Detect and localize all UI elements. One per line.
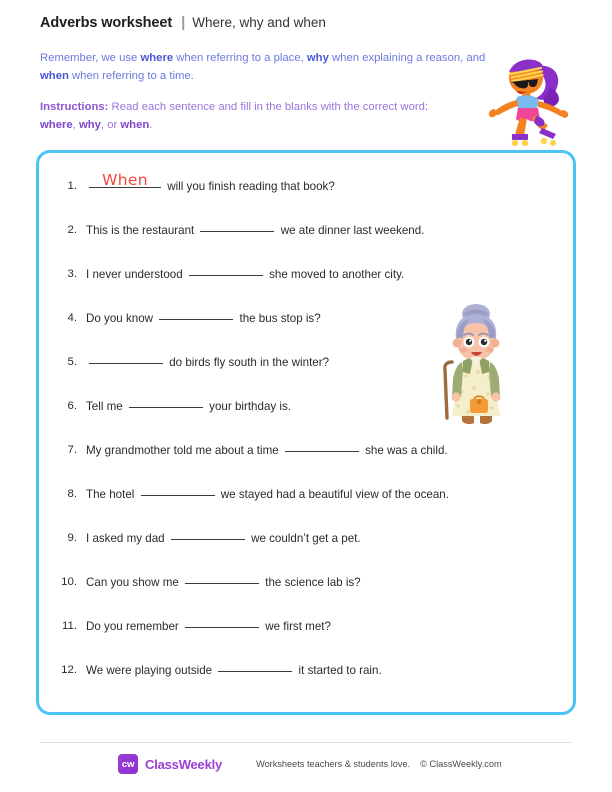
question-after: the science lab is? [262,576,361,589]
question-before: I asked my dad [86,532,168,545]
remember-note [40,50,495,85]
instructions-sep-2: , or [100,118,121,131]
footer-divider [40,742,572,743]
question-after: the bus stop is? [236,312,321,325]
intro-keyword-when: when [40,69,69,82]
question-number: 2. [67,224,77,236]
question-text [86,171,335,194]
question-after: she was a child. [361,444,448,457]
question-before: We were playing outside [86,664,216,677]
question-item [58,310,558,354]
handwritten-answer: When [102,171,148,189]
answer-blank[interactable] [89,171,161,189]
intro-part-3: when explaining a reason, and [328,52,486,64]
question-item [58,662,558,706]
question-after: do birds fly south in the winter? [166,356,330,369]
roller-skating-girl-illustration [486,44,578,148]
question-text [86,354,329,370]
question-item [58,354,558,398]
question-before: My grandmother told me about a time [86,444,282,457]
page-subtitle: Where, why and when [192,15,326,30]
instructions-keyword-when: when [120,118,150,131]
question-text [86,266,404,282]
answer-blank[interactable] [129,407,203,408]
instructions-end: . [149,118,153,131]
question-text [86,662,382,678]
title-row [40,14,500,31]
footer-copyright: © ClassWeekly.com [420,759,502,769]
intro-part-4: when referring to a time. [68,69,194,82]
instructions-part-1: Read each sentence and fill in the blanks with the correct word: [108,101,429,113]
question-number: 3. [67,268,77,280]
question-number: 9. [67,532,77,544]
question-item [58,398,558,442]
question-number: 5. [67,356,77,368]
answer-blank[interactable] [141,495,215,496]
footer-tagline: Worksheets teachers & students love. [256,759,411,769]
question-after: we stayed had a beautiful view of the ocean. [217,488,449,501]
answer-blank[interactable] [185,583,259,584]
question-text [86,618,331,634]
intro-part-1: Remember, we use [40,52,141,64]
page-header [40,14,500,31]
question-item [58,266,558,310]
question-text [86,530,361,546]
answer-blank[interactable] [189,275,263,276]
question-number: 11. [62,620,77,632]
page-title: Adverbs worksheet [40,15,173,31]
question-after: your birthday is. [205,400,292,413]
answer-blank[interactable] [159,319,233,320]
question-item [58,442,558,486]
question-before: This is the restaurant [86,224,198,237]
question-text [86,442,448,458]
answer-blank[interactable] [89,363,163,364]
question-item [58,171,558,222]
instructions-keyword-where: where [40,118,73,131]
question-after: we first met? [262,620,331,633]
instructions-note [40,99,460,134]
question-number: 4. [67,312,77,324]
question-number: 8. [67,488,77,500]
question-text [86,486,449,502]
answer-blank[interactable] [185,627,259,628]
question-after: we couldn’t get a pet. [247,532,361,545]
question-before: Can you show me [86,576,183,589]
question-item [58,530,558,574]
brand-logo[interactable] [118,754,222,774]
question-number: 1. [67,180,77,192]
question-before: Do you remember [86,620,183,633]
question-item [58,574,558,618]
question-after: she moved to another city. [265,268,405,281]
question-item [58,618,558,662]
question-text [86,574,361,590]
page-footer [40,754,572,774]
answer-blank[interactable] [171,539,245,540]
title-separator: | [181,14,186,31]
question-text [86,398,291,414]
question-before: I never understood [86,268,186,281]
intro-part-2: when referring to a place, [173,52,307,64]
instructions-label: Instructions: [40,101,109,113]
questions-list [58,171,558,706]
question-after: it started to rain. [295,664,382,677]
question-text [86,310,321,326]
question-item [58,222,558,266]
question-number: 6. [67,400,77,412]
question-after: will you finish reading that book? [164,180,335,193]
question-number: 12. [61,664,77,676]
intro-keyword-where: where [140,52,174,64]
question-before: Do you know [86,312,157,325]
answer-blank[interactable] [285,451,359,452]
answer-blank[interactable] [200,231,274,232]
answer-blank[interactable] [218,671,292,672]
question-before: Tell me [86,400,126,413]
question-text [86,222,424,238]
instructions-sep-1: , [72,118,79,131]
question-after: we ate dinner last weekend. [277,224,425,237]
instructions-keyword-why: why [78,118,101,131]
question-number: 7. [67,444,77,456]
classweekly-logo-icon: cw [118,754,138,774]
brand-name: ClassWeekly [145,756,223,772]
intro-keyword-why: why [306,52,329,64]
question-before: The hotel [86,488,138,501]
question-item [58,486,558,530]
question-number: 10. [61,576,77,588]
